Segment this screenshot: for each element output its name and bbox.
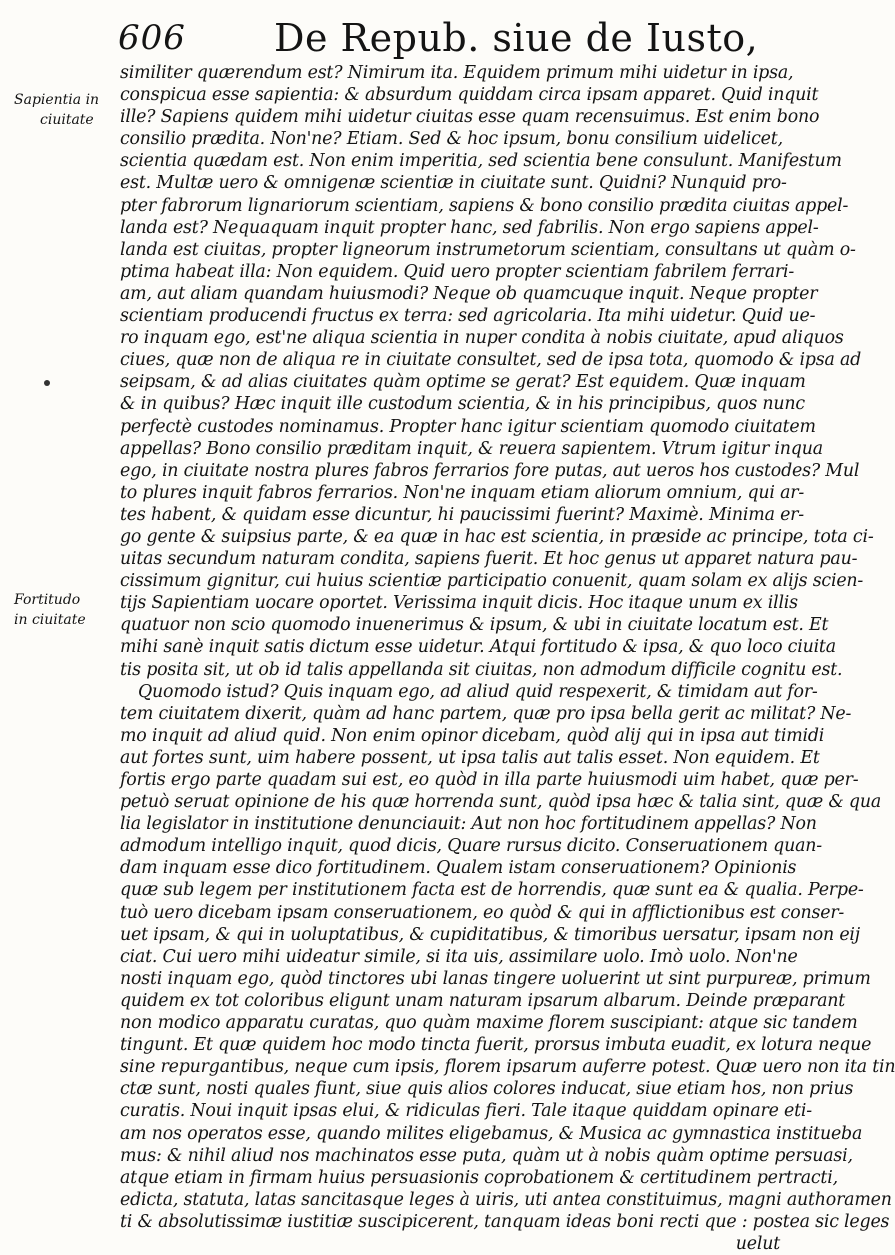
text-line: conspicua esse sapientia: & absurdum quiddam circa ipsam apparet. Quid inquit xyxy=(120,85,819,106)
text-line: tem ciuitatem dixerit, quàm ad hanc partem, quæ pro ipsa bella gerit ac militat? Ne- xyxy=(120,703,852,724)
text-line: curatis. Noui inquit ipsas elui, & ridiculas fieri. Tale itaque quiddam opinare eti- xyxy=(120,1101,812,1122)
text-line: cissimum gignitur, cui huius scientiæ participatio conuenit, quam solam ex alijs scien- xyxy=(120,571,864,592)
text-line: ego, in ciuitate nostra plures fabros ferrarios fore putas, aut ueros hos custodes? Mul xyxy=(120,460,860,481)
text-line: ti & absolutissimæ iustitiæ suscipicerent, tanquam ideas boni recti que : postea sic leges xyxy=(120,1211,890,1232)
text-line: mo inquit ad aliud quid. Non enim opinor dicebam, quòd alij qui in ipsa aut timidi xyxy=(120,725,825,746)
text-line: lia legislator in institutione denunciauit: Aut non hoc fortitudinem appellas? Non xyxy=(120,814,817,835)
text-line: tis posita sit, ut ob id talis appellanda sit ciuitas, non admodum difficile cognitu est. xyxy=(120,659,843,680)
text-line: sine repurgantibus, neque cum ipsis, florem ipsarum auferre potest. Quæ uero non ita tin xyxy=(120,1057,895,1078)
text-line: perfectè custodes nominamus. Propter hanc igitur scientiam quomodo ciuitatem xyxy=(120,416,816,437)
text-line: dam inquam esse dico fortitudinem. Qualem istam conseruationem? Opinionis xyxy=(120,858,797,879)
margin-note-sapientia xyxy=(14,90,114,130)
text-line: tes habent, & quidam esse dicuntur, hi paucissimi fuerint? Maximè. Minima er- xyxy=(120,504,804,525)
text-line: quatuor non scio quomodo inuenerimus & ipsum, & ubi in ciuitate locatum est. Et xyxy=(120,615,829,636)
text-line: go gente & suipsius parte, & ea quæ in hac est scientia, in præside ac principe, tota ci- xyxy=(120,526,874,547)
margin-note-line: in ciuitate xyxy=(14,612,86,628)
text-line: to plures inquit fabros ferrarios. Non'ne inquam etiam aliorum omnium, qui ar- xyxy=(120,482,805,503)
text-line: uet ipsam, & qui in uoluptatibus, & cupiditatibus, & timoribus uersatur, ipsam non eij xyxy=(120,924,860,945)
text-line: mihi sanè inquit satis dictum esse uidetur. Atqui fortitudo & ipsa, & quo loco ciuita xyxy=(120,637,836,658)
text-line: Quomodo istud? Quis inquam ego, ad aliud quid respexerit, & timidam aut for- xyxy=(138,681,818,702)
margin-note-line: ciuitate xyxy=(40,112,94,128)
text-line: consilio prædita. Non'ne? Etiam. Sed & hoc ipsum, bonu consilium uidelicet, xyxy=(120,129,783,150)
text-line: scientiam producendi fructus ex terra: sed agricolaria. Ita mihi uidetur. Quid ue- xyxy=(120,306,816,327)
text-line: quæ sub legem per institutionem facta est de horrendis, quæ sunt ea & qualia. Perpe- xyxy=(120,880,864,901)
text-line: petuò seruat opinione de his quæ horrenda sunt, quòd ipsa hæc & talia sint, quæ & qua xyxy=(120,792,882,813)
text-line: uelut xyxy=(735,1233,780,1254)
text-line: landa est ciuitas, propter ligneorum instrumetorum scientiam, consultans ut quàm o- xyxy=(120,239,856,260)
text-line: am, aut aliam quandam huiusmodi? Neque ob quamcuque inquit. Neque propter xyxy=(120,283,818,304)
text-line: fortis ergo parte quadam sui est, eo quòd in illa parte huiusmodi uim habet, quæ per- xyxy=(120,770,859,790)
page-header xyxy=(118,12,778,60)
text-line: mus: & nihil aliud nos machinatos esse puta, quàm ut à nobis quàm optime persuasi, xyxy=(120,1145,853,1166)
text-line: ptima habeat illa: Non equidem. Quid uero propter scientiam fabrilem ferrari- xyxy=(120,261,795,282)
text-line: similiter quærendum est? Nimirum ita. Equidem primum mihi uidetur in ipsa, xyxy=(120,63,794,83)
text-line: ciat. Cui uero mihi uideatur simile, si ita uis, assimilare uolo. Imò uolo. Non'ne xyxy=(120,946,798,967)
text-line: non modico apparatu curatas, quo quàm maxime florem suscipiant: atque sic tandem xyxy=(120,1013,858,1034)
text-line: ro inquam ego, est'ne aliqua scientia in nuper condita à nobis ciuitate, apud aliquos xyxy=(120,328,844,349)
text-line: appellas? Bono consilio præditam inquit, & reuera sapientem. Vtrum igitur inqua xyxy=(120,438,823,459)
text-line: am nos operatos esse, quando milites eligebamus, & Musica ac gymnastica instituebа xyxy=(120,1123,863,1144)
page-number: 606 xyxy=(118,18,186,58)
text-line: atque etiam in firmam huius persuasionis coprobationem & certitudinem pertracti, xyxy=(120,1167,838,1188)
margin-note-line: Fortitudo xyxy=(14,592,81,608)
text-line: ille? Sapiens quidem mihi uidetur ciuitas esse quam recensuimus. Est enim bono xyxy=(120,107,820,128)
text-line: landa est? Nequaquam inquit propter hanc, sed fabrilis. Non ergo sapiens appel- xyxy=(120,217,819,238)
body-text xyxy=(120,62,895,1255)
text-line: aut fortes sunt, uim habere possent, ut ipsa talis aut talis esset. Non equidem. Et xyxy=(120,747,820,768)
margin-note-line: Sapientia in xyxy=(14,92,100,108)
text-line: scientia quædam est. Non enim imperitia, sed scientia bene consulunt. Manifestum xyxy=(120,151,842,172)
text-line: est. Multæ uero & omnigenæ scientiæ in ciuitate sunt. Quidni? Nunquid pro- xyxy=(120,173,787,194)
text-line: admodum intelligo inquit, quod dicis, Quare rursus dicito. Conseruationem quan- xyxy=(120,836,822,857)
text-line: pter fabrorum lignariorum scientiam, sapiens & bono consilio prædita ciuitas appel- xyxy=(120,195,849,216)
margin-note-fortitudo xyxy=(14,590,114,630)
text-line: ctæ sunt, nosti quales fiunt, siue quis alios colores inducat, siue etiam hos, non prius xyxy=(120,1079,854,1100)
text-line: uitas secundum naturam condita, sapiens fuerit. Et hoc genus ut apparet natura pau- xyxy=(120,549,858,570)
text-line: tingunt. Et quæ quidem hoc modo tincta fuerit, prorsus imbuta euadit, ex lotura neque xyxy=(120,1035,872,1056)
text-line: & in quibus? Hæc inquit ille custodum scientia, & in his principibus, quos nunc xyxy=(120,394,805,415)
text-line: tijs Sapientiam uocare oportet. Verissima inquit dicis. Hoc itaque unum ex illis xyxy=(120,593,798,614)
text-line: tuò uero dicebam ipsam conseruationem, eo quòd & qui in afflictionibus est conser- xyxy=(120,902,845,923)
text-line: seipsam, & ad alias ciuitates quàm optime se gerat? Est equidem. Quæ inquam xyxy=(120,372,806,393)
text-line: nosti inquam ego, quòd tinctores ubi lanas tingere uoluerint ut sint purpureæ, primum xyxy=(120,968,871,989)
text-line: quidem ex tot coloribus eligunt unam naturam ipsarum albarum. Deinde præparant xyxy=(120,990,846,1011)
text-line: ciues, quæ non de aliqua re in ciuitate consultet, sed de ipsa tota, quomodo & ipsa ad xyxy=(120,350,862,371)
margin-bullet-icon xyxy=(44,380,50,386)
running-title: De Repub. siue de Iusto, xyxy=(274,16,759,60)
text-line: edicta, statuta, latas sancitasque leges à uiris, uti antea constituimus, magni authoramen xyxy=(120,1189,892,1210)
